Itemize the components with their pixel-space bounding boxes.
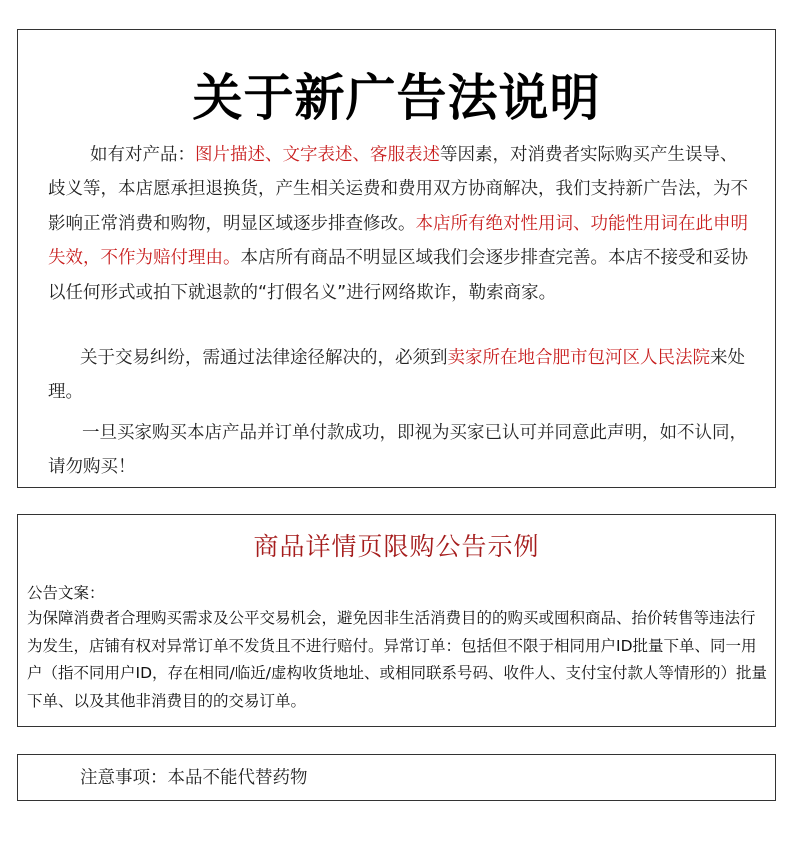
statement-text: 来处理。 — [48, 348, 745, 403]
notice-body: 为保障消费者合理购买需求及公平交易机会，避免因非生活消费目的的购买或囤积商品、抬价转售等违法行为发生，店铺有权对异常订单不发货且不进行赔付。异常订单：包括但不限于相同用户ID批量下单、同一用户（指不同用户ID，存在相同/临近/虚构收货地址、或相同联系号码、收件人、支付宝付款人等情形的）批量下单、以及其他非消费目的的交易订单。 — [27, 609, 767, 710]
statement-highlight: 本店所有绝对性用词、功能性用词在此申明失效，不作为赔付理由。 — [48, 213, 748, 269]
statement-paragraph-1 — [48, 138, 748, 310]
statement-text: 等因素，对消费者实际购买产生误导、歧义等，本店愿承担退换货，产生相关运费和费用双方协商解决，我们支持新广告法，为不影响正常消费和购物，明显区域逐步排查修改。 — [48, 145, 748, 234]
statement-highlight: 图片描述、文字表述、客服表述 — [195, 145, 440, 165]
statement-text: 关于交易纠纷，需通过法律途径解决的，必须到 — [80, 348, 448, 368]
page-title: 关于新广告法说明 — [192, 69, 601, 127]
purchase-limit-notice-box — [17, 514, 776, 727]
notice-label: 公告文案： — [27, 584, 105, 602]
advertising-law-statement-box — [17, 29, 776, 488]
caution-box — [17, 754, 776, 801]
notice-title: 商品详情页限购公告示例 — [253, 532, 540, 561]
caution-text: 注意事项：本品不能代替药物 — [80, 768, 308, 788]
statement-text: 本店所有商品不明显区域我们会逐步排查完善。本店不接受和妥协以任何形式或拍下就退款的“打假名义”进行网络欺诈，勒索商家。 — [48, 248, 748, 303]
statement-text: 如有对产品： — [90, 145, 195, 165]
court-highlight: 卖家所在地合肥市包河区人民法院 — [447, 348, 710, 368]
statement-paragraph-2 — [48, 341, 748, 410]
statement-paragraph-3: 一旦买家购买本店产品并订单付款成功，即视为买家已认可并同意此声明，如不认同，请勿购买！ — [48, 423, 747, 478]
